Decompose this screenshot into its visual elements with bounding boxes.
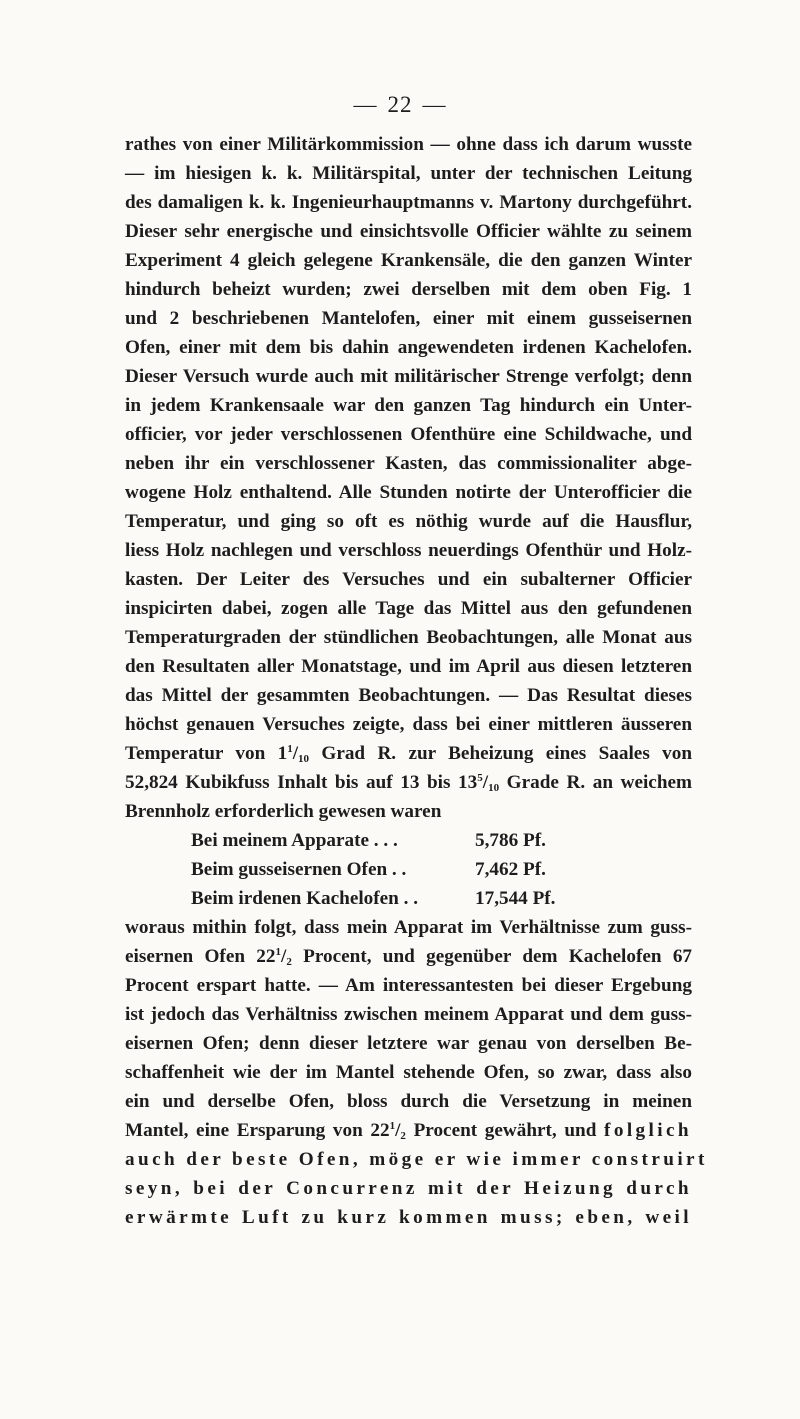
text-line: woraus mithin folgt, dass mein Apparat im Verhältnisse zum guss-: [125, 917, 692, 938]
text-line-fraction: 52,824 Kubikfuss Inhalt bis auf 13 bis $13^5/_{10}$ Grade R. an weichem: [125, 772, 692, 794]
emphasized-text-line: seyn, bei der Concurrenz mit der Heizung durch: [125, 1178, 692, 1199]
fuel-table-row: [125, 855, 692, 884]
text-line-fraction: Mantel, eine Ersparung von $22^1/_2$ Procent gewährt, und folglich: [125, 1120, 692, 1142]
fuel-table-value: 17,544 Pf.: [475, 888, 556, 909]
text-line: Temperaturgraden der stündlichen Beobachtungen, alle Monat aus: [125, 627, 692, 648]
text-line: ein und derselbe Ofen, bloss durch die Versetzung in meinen: [125, 1091, 692, 1112]
text-line: das Mittel der gesammten Beobachtungen. — Das Resultat dieses: [125, 685, 692, 706]
emphasized-text-line: erwärmte Luft zu kurz kommen muss; eben, weil: [125, 1207, 692, 1228]
fuel-table-label: Beim gusseisernen Ofen . .: [191, 859, 407, 880]
text-line: liess Holz nachlegen und verschloss neuerdings Ofenthür und Holz-: [125, 540, 692, 561]
fuel-table-label: Bei meinem Apparate . . .: [191, 830, 398, 851]
fuel-table-value: 7,462 Pf.: [475, 859, 546, 880]
text-line: eisernen Ofen; denn dieser letztere war genau von derselben Be-: [125, 1033, 692, 1054]
text-line-fraction: Temperatur von $1^1/_{10}$ Grad R. zur Beheizung eines Saales von: [125, 743, 692, 765]
text-line: Dieser sehr energische und einsichtsvolle Officier wählte zu seinem: [125, 221, 692, 242]
text-line: Ofen, einer mit dem bis dahin angewendeten irdenen Kachelofen.: [125, 337, 692, 358]
text-line: Brennholz erforderlich gewesen waren: [125, 801, 442, 822]
text-line: rathes von einer Militärkommission — ohne dass ich darum wusste: [125, 134, 692, 155]
text-line: Procent erspart hatte. — Am interessantesten bei dieser Ergebung: [125, 975, 692, 996]
emphasized-text-line: auch der beste Ofen, möge er wie immer construirt: [125, 1149, 708, 1170]
text-line: und 2 beschriebenen Mantelofen, einer mit einem gusseisernen: [125, 308, 692, 329]
text-line: officier, vor jeder verschlossenen Ofenthüre eine Schildwache, und: [125, 424, 692, 445]
text-line: — im hiesigen k. k. Militärspital, unter der technischen Leitung: [125, 163, 692, 184]
fuel-table-label: Beim irdenen Kachelofen . .: [191, 888, 419, 909]
text-line: ist jedoch das Verhältniss zwischen meinem Apparat und dem guss-: [125, 1004, 692, 1025]
fuel-table-row: [125, 826, 692, 855]
fuel-table-value: 5,786 Pf.: [475, 830, 546, 851]
text-line: den Resultaten aller Monatstage, und im April aus diesen letzteren: [125, 656, 692, 677]
text-line: Dieser Versuch wurde auch mit militärischer Strenge verfolgt; denn: [125, 366, 692, 387]
text-line: höchst genauen Versuches zeigte, dass bei einer mittleren äusseren: [125, 714, 692, 735]
text-line: Experiment 4 gleich gelegene Krankensäle, die den ganzen Winter: [125, 250, 692, 271]
text-line: schaffenheit wie der im Mantel stehende Ofen, so zwar, dass also: [125, 1062, 692, 1083]
text-line-fraction: eisernen Ofen $22^1/_2$ Procent, und gegenüber dem Kachelofen 67: [125, 946, 693, 968]
text-line: neben ihr ein verschlossener Kasten, das commissionaliter abge-: [125, 453, 692, 474]
fuel-table-row: [125, 884, 692, 913]
text-line: in jedem Krankensaale war den ganzen Tag hindurch ein Unter-: [125, 395, 692, 416]
text-line: Temperatur, und ging so oft es nöthig wurde auf die Hausflur,: [125, 511, 692, 532]
text-line: hindurch beheizt wurden; zwei derselben mit dem oben Fig. 1: [125, 279, 692, 300]
page-number: — 22 —: [353, 92, 447, 117]
text-line: des damaligen k. k. Ingenieurhauptmanns v. Martony durchgeführt.: [125, 192, 692, 213]
body-text: [125, 130, 708, 1232]
text-line: inspicirten dabei, zogen alle Tage das Mittel aus den gefundenen: [125, 598, 692, 619]
text-line: wogene Holz enthaltend. Alle Stunden notirte der Unterofficier die: [125, 482, 692, 503]
text-line: kasten. Der Leiter des Versuches und ein subalterner Officier: [125, 569, 692, 590]
